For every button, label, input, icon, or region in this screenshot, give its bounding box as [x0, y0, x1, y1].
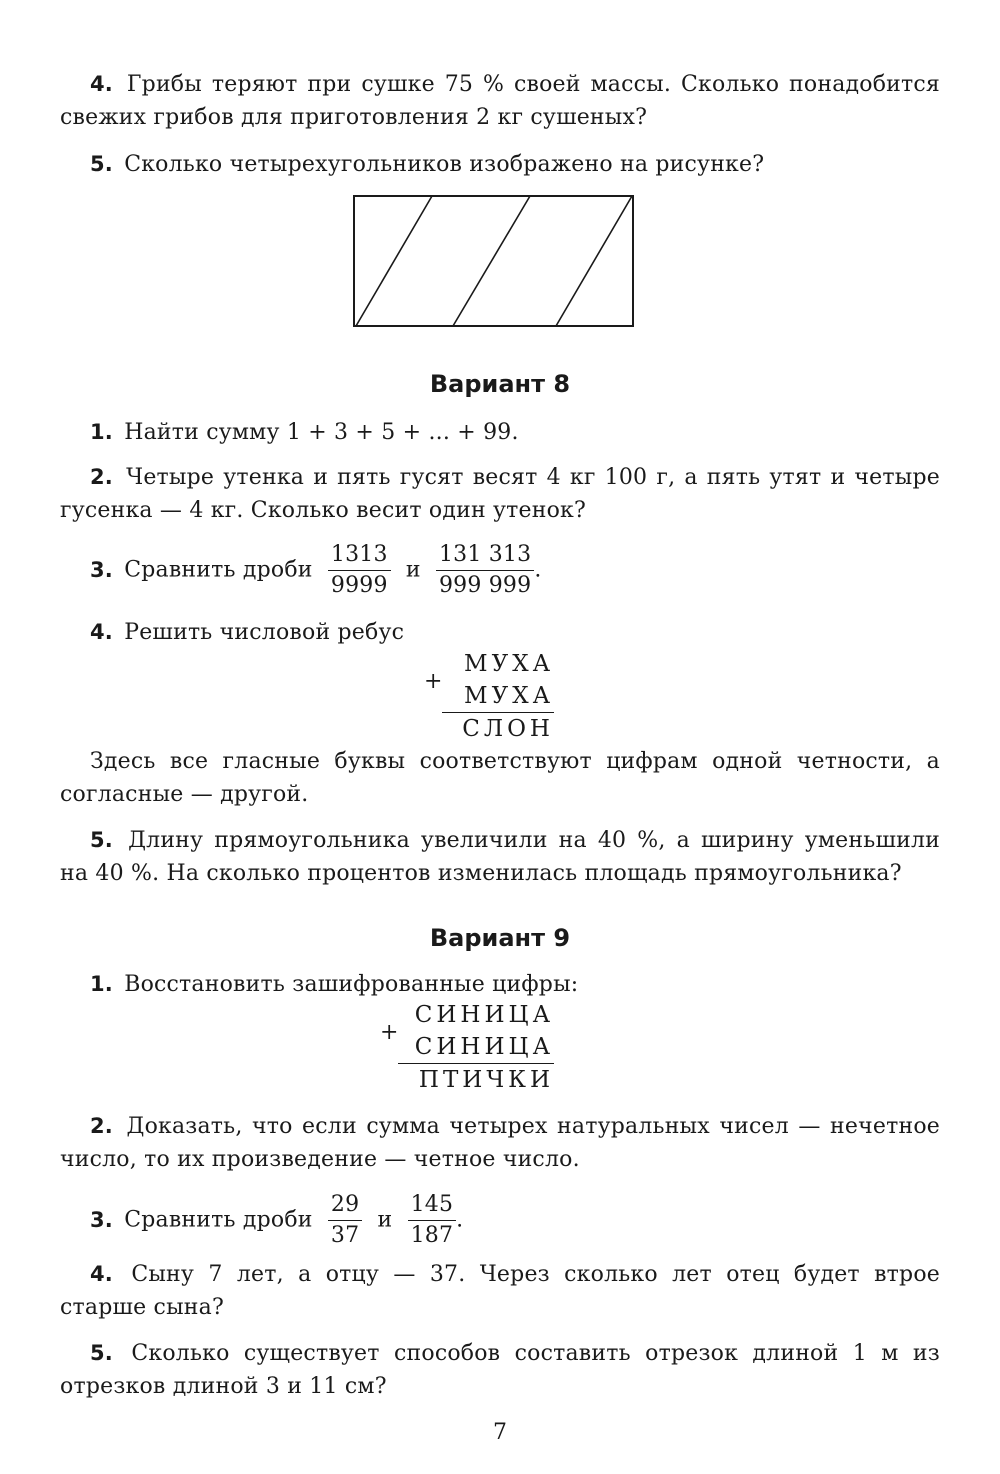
period: .: [456, 1207, 464, 1233]
problem-number: 2.: [90, 1114, 113, 1138]
fraction-1: [328, 540, 391, 601]
v9-problem-1: [60, 968, 940, 1001]
problem-number: 5.: [90, 828, 113, 852]
v8-problem-3: [60, 540, 940, 601]
outer-rectangle: [354, 196, 633, 326]
problem-text: Доказать, что если сумма четырех натуральных чисел — нечетное число, то их произведение — четное число.: [60, 1114, 940, 1172]
denominator: 37: [330, 1223, 360, 1248]
v8-note: [60, 745, 940, 811]
problem-text: Грибы теряют при сушке 75 % своей массы. Сколько понадобится свежих грибов для приготовления 2 кг сушеных?: [60, 72, 940, 130]
conjunction: и: [377, 1207, 393, 1233]
problem-number: 4.: [90, 1262, 113, 1286]
diagonal-line-2: [453, 196, 530, 326]
v9-problem-2: [60, 1110, 940, 1176]
rebus-sinitsa: [380, 999, 554, 1096]
v9-problem-3: [60, 1190, 940, 1251]
v8-problem-1: [60, 416, 940, 449]
problem-number: 5.: [90, 1341, 113, 1365]
rebus-row-1: СИНИЦА: [414, 1002, 554, 1028]
problem-text: Найти сумму 1 + 3 + 5 + ... + 99.: [124, 420, 519, 445]
rebus-row-2: СИНИЦА: [398, 1031, 554, 1064]
problem-text: Четыре утенка и пять гусят весят 4 кг 100 г, а пять утят и четыре гусенка — 4 кг. Сколько весит один утенок?: [60, 465, 940, 523]
note-text: Здесь все гласные буквы соответствуют цифрам одной четности, а согласные — другой.: [60, 749, 940, 807]
problem-text: Сравнить дроби: [124, 557, 313, 583]
diagonal-line-1: [356, 196, 432, 326]
rebus-result: ПТИЧКИ: [418, 1067, 554, 1093]
numerator: 1313: [328, 540, 391, 571]
period: .: [534, 557, 542, 583]
problem-text: Сколько существует способов составить отрезок длиной 1 м из отрезков длиной 3 и 11 см?: [60, 1341, 940, 1399]
plus-sign: +: [380, 1020, 403, 1045]
rebus-muha: [424, 648, 554, 745]
problem-number: 3.: [90, 1207, 113, 1232]
problem-text: Сколько четырехугольников изображено на рисунке?: [124, 152, 765, 177]
problem-text: Восстановить зашифрованные цифры:: [124, 972, 579, 997]
page-number: 7: [493, 1420, 507, 1445]
problem-text: Длину прямоугольника увеличили на 40 %, а ширину уменьшили на 40 %. На сколько процентов изменилась площадь прямоугольника?: [60, 828, 940, 886]
numerator: 145: [408, 1190, 457, 1221]
numerator: 29: [328, 1190, 362, 1221]
problem-text: Сыну 7 лет, а отцу — 37. Через сколько лет отец будет втрое старше сына?: [60, 1262, 941, 1320]
denominator: 9999: [330, 573, 388, 598]
problem-number: 2.: [90, 465, 113, 489]
v9-problem-5: [60, 1337, 940, 1403]
v9-problem-4: [60, 1258, 940, 1324]
variant-8-heading: Вариант 8: [429, 370, 571, 398]
fraction-2: [436, 540, 534, 601]
problem-number: 4.: [90, 620, 113, 644]
plus-sign: +: [424, 669, 447, 694]
problem-number: 5.: [90, 152, 113, 176]
problem-text: Сравнить дроби: [124, 1207, 313, 1233]
conjunction: и: [405, 557, 421, 583]
problem-5-quadrilaterals: [60, 148, 940, 181]
v8-problem-2: [60, 461, 940, 527]
problem-number: 1.: [90, 972, 113, 996]
quadrilaterals-figure: [352, 193, 636, 329]
rebus-row-1: МУХА: [464, 651, 554, 677]
rebus-row-2: МУХА: [442, 680, 554, 713]
fraction-1: [328, 1190, 362, 1251]
numerator: 131 313: [436, 540, 534, 571]
diagonal-line-3: [556, 196, 632, 326]
problem-number: 1.: [90, 420, 113, 444]
problem-number: 4.: [90, 72, 113, 96]
denominator: 999 999: [438, 573, 532, 598]
denominator: 187: [410, 1223, 454, 1248]
rebus-result: СЛОН: [462, 716, 554, 742]
fraction-2: [408, 1190, 457, 1251]
v8-problem-5: [60, 824, 940, 890]
problem-text: Решить числовой ребус: [124, 620, 405, 645]
problem-4-mushrooms: [60, 68, 940, 134]
problem-number: 3.: [90, 557, 113, 582]
v8-problem-4: [60, 616, 940, 649]
variant-9-heading: Вариант 9: [429, 924, 571, 952]
